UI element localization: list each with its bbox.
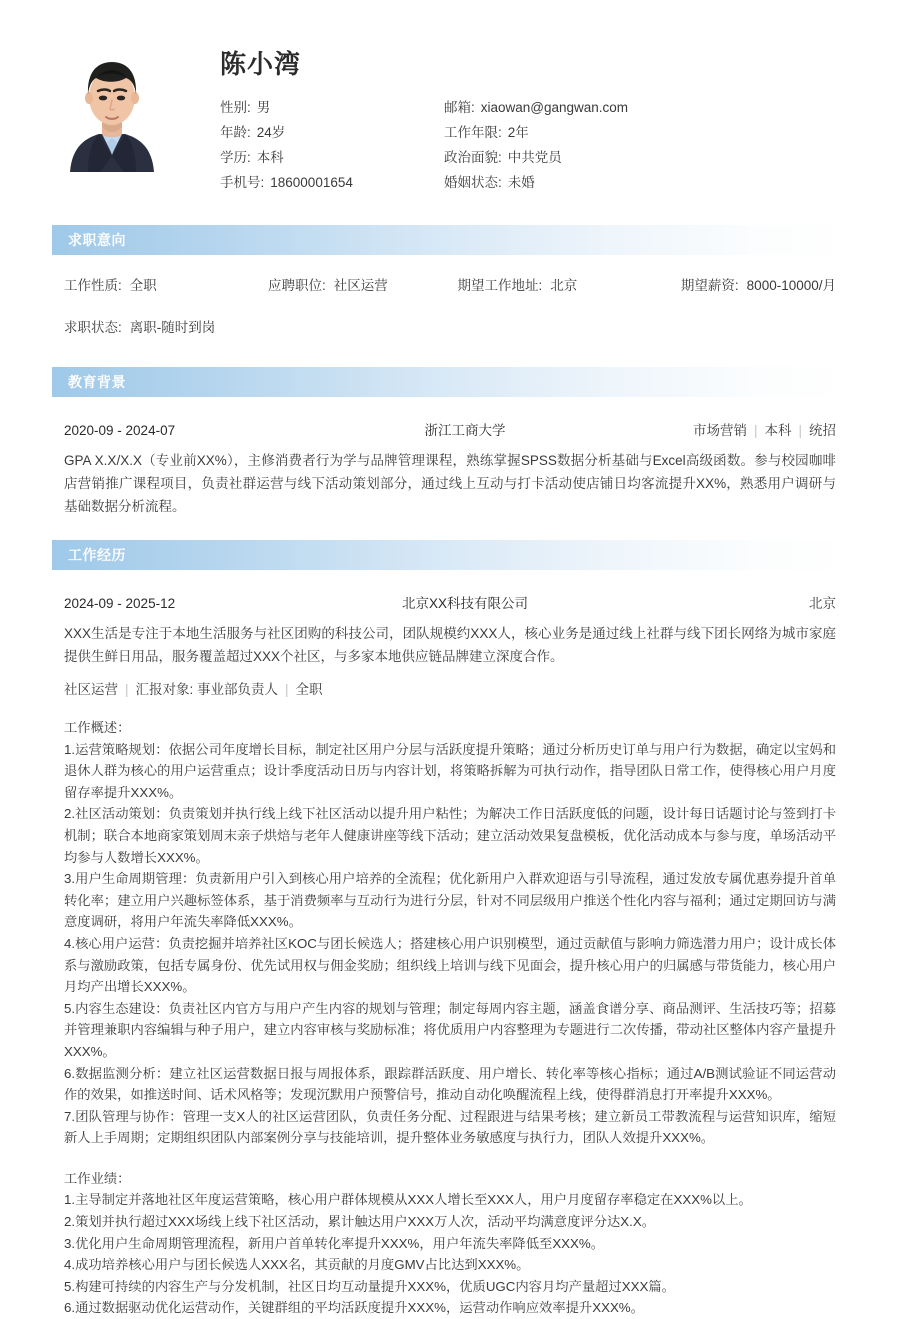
work-summary-heading: 工作概述： — [64, 720, 131, 735]
work-report-to: 汇报对象: 事业部负责人 — [135, 682, 279, 697]
avatar — [52, 42, 172, 172]
work-summary-item: 7.团队管理与协作：管理一支X人的社区运营团队，负责任务分配、过程跟进与结果考核；建立新员工带教流程与运营知识库，缩短新人上手周期；定期组织团队内部案例分享与技能培训，提升整体业务敏感度与执行力，团队人效提升XXX%。 — [64, 1108, 836, 1146]
field-job-type-value: 全职 — [129, 278, 157, 293]
field-marital-status — [444, 170, 848, 195]
field-education — [220, 145, 444, 170]
section-header-education — [52, 367, 848, 397]
section-header-work-experience — [52, 540, 848, 570]
profile-info-left — [200, 95, 444, 195]
field-political-status-label: 政治面貌: — [444, 150, 502, 165]
page-title: 陈小湾 — [220, 49, 302, 79]
work-summary-item: 2.社区活动策划：负责策划并执行线上线下社区活动以提升用户粘性；为解决工作日活跃度低的问题，设计每日话题讨论与签到打卡机制；联合本地商家策划周末亲子烘焙与老年人健康讲座等线下活动；建立活动效果复盘模板，优化活动成本与参与度，单场活动平均参与人数增长XXX%。 — [64, 806, 836, 865]
role-separator-2: | — [285, 682, 289, 697]
field-education-label: 学历: — [220, 150, 251, 165]
field-experience-years — [444, 120, 848, 145]
work-location: 北京 — [809, 596, 836, 611]
field-age-value: 24岁 — [256, 125, 286, 140]
work-experience-block — [52, 574, 848, 1319]
field-desired-location — [457, 275, 680, 297]
section-title-work-experience: 工作经历 — [68, 547, 126, 563]
field-desired-location-value: 北京 — [550, 278, 578, 293]
field-age — [220, 120, 444, 145]
job-intention-row-2 — [56, 297, 844, 345]
education-meta — [586, 419, 836, 439]
education-school: 浙江工商大学 — [424, 423, 506, 438]
field-gender-value: 男 — [256, 100, 271, 115]
field-phone-value: 18600001654 — [270, 175, 353, 190]
profile-header — [52, 0, 848, 203]
work-achievement-item: 2.策划并执行超过XXX场线上线下社区活动，累计触达用户XXX万人次，活动平均满意度评分达X.X。 — [64, 1214, 656, 1230]
work-role: 社区运营 — [64, 682, 118, 697]
field-job-type-label: 工作性质: — [64, 278, 122, 293]
work-achievement-item: 1.主导制定并落地社区年度运营策略，核心用户群体规模从XXX人增长至XXX人，用户月度留存率稳定在XXX%以上。 — [64, 1192, 752, 1208]
field-gender-label: 性别: — [220, 100, 251, 115]
work-company-intro: XXX生活是专注于本地生活服务与社区团购的科技公司，团队规模约XXX人，核心业务是通过线上社群与线下团长网络为城市家庭提供生鲜日用品，服务覆盖超过XXX个社区，与多家本地供应链品牌建立深度合作。 — [64, 626, 836, 664]
work-achievement-item: 3.优化用户生命周期管理流程，新用户首单转化率提升XXX%，用户年流失率降低至XXX%。 — [64, 1235, 605, 1251]
field-desired-salary-value: 8000-10000/月 — [746, 278, 836, 293]
education-block — [52, 401, 848, 518]
section-title-job-intention: 求职意向 — [68, 232, 126, 248]
field-age-label: 年龄: — [220, 125, 251, 140]
field-political-status-value: 中共党员 — [507, 150, 562, 165]
work-summary-item: 3.用户生命周期管理：负责新用户引入到核心用户培养的全流程；优化新用户入群欢迎语与引导流程，通过发放专属优惠券提升首单转化率；建立用户兴趣标签体系，基于消费频率与互动行为进行分层，针对不同层级用户推送个性化内容与福利；通过定期回访与满意度调研，将用户年流失率降低XXX%。 — [64, 871, 836, 930]
education-major: 市场营销 — [692, 423, 747, 438]
section-header-job-intention — [52, 225, 848, 255]
work-achievement-item: 5.构建可持续的内容生产与分发机制，社区日均互动量提升XXX%，优质UGC内容月均产量超过XXX篇。 — [64, 1278, 675, 1294]
education-entry-head — [56, 401, 844, 441]
field-email-value: xiaowan@gangwan.com — [480, 100, 629, 115]
section-title-education: 教育背景 — [68, 374, 126, 390]
field-job-seeking-status-label: 求职状态: — [64, 320, 122, 335]
role-separator-1: | — [125, 682, 129, 697]
field-email-label: 邮箱: — [444, 100, 475, 115]
profile-details — [172, 42, 848, 195]
education-date: 2020-09 - 2024-07 — [64, 423, 176, 438]
field-desired-position-value: 社区运营 — [333, 278, 388, 293]
profile-info-grid — [200, 95, 848, 195]
field-marital-status-label: 婚姻状态: — [444, 175, 502, 190]
field-political-status — [444, 145, 848, 170]
field-desired-salary — [681, 275, 836, 297]
field-desired-position — [268, 275, 457, 297]
field-education-value: 本科 — [256, 150, 284, 165]
work-role-line — [56, 668, 844, 701]
work-entry-head — [56, 574, 844, 614]
work-achievement-item: 4.成功培养核心用户与团长候选人XXX名，其贡献的月度GMV占比达到XXX%。 — [64, 1257, 530, 1273]
field-desired-position-label: 应聘职位: — [268, 278, 326, 293]
field-marital-status-value: 未婚 — [507, 175, 535, 190]
education-degree: 本科 — [764, 423, 792, 438]
meta-separator-1: | — [753, 423, 758, 438]
education-admission: 统招 — [809, 423, 836, 438]
job-intention-block — [52, 259, 848, 345]
work-achievement-item: 6.通过数据驱动优化运营动作，关键群组的平均活跃度提升XXX%，运营动作响应效率提升XXX%。 — [64, 1300, 644, 1316]
work-date: 2024-09 - 2025-12 — [64, 596, 176, 611]
work-summary — [56, 701, 844, 1319]
field-gender — [220, 95, 444, 120]
job-intention-row-1 — [56, 259, 844, 297]
work-achievement-heading: 工作业绩： — [64, 1170, 131, 1186]
field-job-seeking-status — [64, 317, 274, 339]
work-employment-type: 全职 — [295, 682, 323, 697]
work-summary-item: 1.运营策略规划：依据公司年度增长目标，制定社区用户分层与活跃度提升策略；通过分析历史订单与用户行为数据，确定以宝妈和退休人群为核心的用户运营重点；设计季度活动日历与内容计划，将策略拆解为可执行动作，指导团队日常工作，使得核心用户月度留存率提升XXX%。 — [64, 741, 836, 800]
field-phone — [220, 170, 444, 195]
field-experience-years-label: 工作年限: — [444, 125, 502, 140]
meta-separator-2: | — [798, 423, 802, 438]
field-desired-salary-label: 期望薪资: — [680, 278, 739, 293]
education-description: GPA X.X/X.X（专业前XX%），主修消费者行为学与品牌管理课程，熟练掌握SPSS数据分析基础与Excel高级函数。参与校园咖啡店营销推广课程项目，负责社群运营与线下活动策划部分，通过线上互动与打卡活动使店铺日均客流提升XX%，熟悉用户调研与基础数据分析流程。 — [64, 453, 836, 514]
work-company: 北京XX科技有限公司 — [401, 596, 528, 611]
profile-info-right — [444, 95, 848, 195]
field-email — [444, 95, 848, 120]
field-phone-label: 手机号: — [220, 175, 265, 190]
field-job-type — [64, 275, 268, 297]
work-summary-item: 6.数据监测分析：建立社区运营数据日报与周报体系，跟踪群活跃度、用户增长、转化率等核心指标；通过A/B测试验证不同运营动作的效果，如推送时间、话术风格等；发现沉默用户预警信号，推动自动化唤醒流程上线，使得群消息打开率提升XXX%。 — [64, 1065, 836, 1103]
work-summary-item: 4.核心用户运营：负责挖掘并培养社区KOC与团长候选人；搭建核心用户识别模型，通过贡献值与影响力筛选潜力用户；设计成长体系与激励政策，包括专属身份、优先试用权与佣金奖励；组织线上培训与线下见面会，提升核心用户的归属感与带货能力，核心用户月均产出增长XXX%。 — [64, 935, 836, 995]
field-experience-years-value: 2年 — [507, 125, 529, 140]
field-job-seeking-status-value: 离职-随时到岗 — [129, 320, 216, 335]
field-desired-location-label: 期望工作地址: — [457, 278, 543, 293]
work-summary-item: 5.内容生态建设：负责社区内官方与用户产生内容的规划与管理；制定每周内容主题，涵盖食谱分享、商品测评、生活技巧等；招募并管理兼职内容编辑与种子用户，建立内容审核与奖励标准；将优质用户内容整理为专题进行二次传播，带动社区整体内容产量提升XXX%。 — [64, 1000, 836, 1059]
